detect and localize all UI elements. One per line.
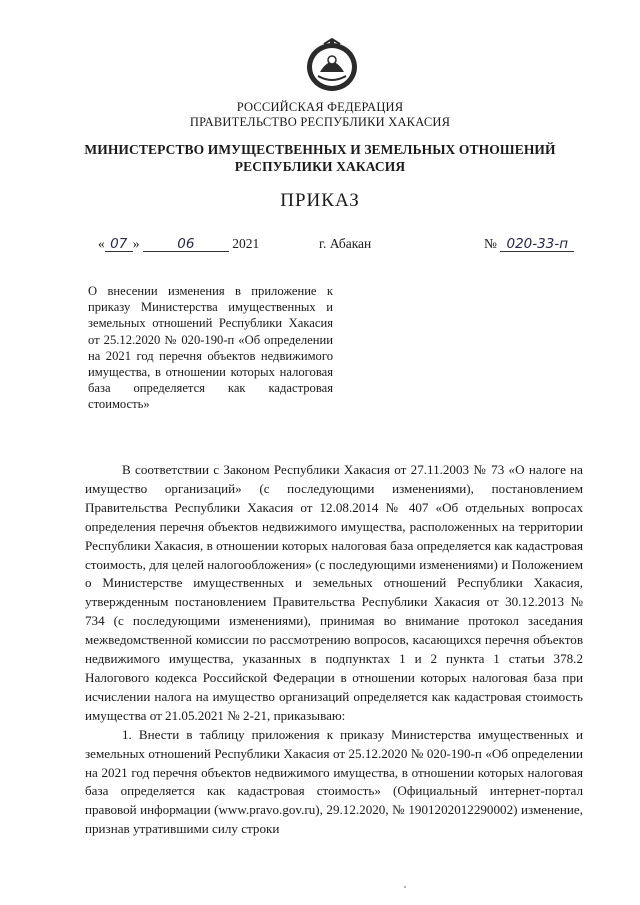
government-name: ПРАВИТЕЛЬСТВО РЕСПУБЛИКИ ХАКАСИЯ: [189, 115, 451, 129]
date-day: 07: [105, 237, 133, 252]
order-city: г. Абакан: [319, 236, 372, 251]
date-quote-open: «: [98, 236, 105, 251]
number-value: 020-33-п: [500, 237, 574, 252]
date-quote-close: »: [132, 236, 140, 251]
ministry-name-line2: РЕСПУБЛИКИ ХАКАСИЯ: [234, 159, 406, 174]
date-year: 2021: [232, 236, 260, 251]
number-sign: №: [484, 236, 497, 251]
coat-of-arms-icon: [304, 38, 360, 94]
page-speck: [404, 886, 406, 888]
order-body: [85, 461, 583, 839]
ministry-name-line1: МИНИСТЕРСТВО ИМУЩЕСТВЕННЫХ И ЗЕМЕЛЬНЫХ ОТНОШЕНИЙ: [84, 142, 556, 157]
order-subject: О внесении изменения в приложение к приказу Министерства имущественных и земельных отношений Республики Хакасия от 25.12.2020 № 020-190-п «Об определении на 2021 год перечня объектов недвижимого имущества, в отношении которых налоговая база определяется как кадастровая стоимость»: [88, 284, 333, 412]
order-date: [98, 236, 259, 252]
country-name: РОССИЙСКАЯ ФЕДЕРАЦИЯ: [236, 100, 404, 114]
date-month: 06: [143, 237, 229, 252]
order-number: [484, 236, 574, 252]
document-type-title: ПРИКАЗ: [280, 190, 360, 211]
body-paragraph-preamble: В соответствии с Законом Республики Хакасия от 27.11.2003 № 73 «О налоге на имущество организаций» (с последующими изменениями), постановлением Правительства Республики Хакасия от 12.08.2014 № 407 «Об отдельных вопросах определения перечня объектов недвижимого имущества, расположенных на территории Республики Хакасия, в отношении которых налоговая база определяется как кадастровая стоимость, для целей налогообложения» (с последующими изменениями) и Положением о Министерстве имущественных и земельных отношений Республики Хакасия, утвержденным постановлением Правительства Республики Хакасия от 30.12.2013 № 734 (с последующими изменениями), принимая во внимание протокол заседания межведомственной комиссии по рассмотрению вопросов, касающихся перечня объектов недвижимого имущества, указанных в подпунктах 1 и 2 пункта 1 статьи 378.2 Налогового кодекса Российской Федерации в отношении которых налоговая база при исчислении налога на имущество организаций определяется как кадастровая стоимость имущества от 21.05.2021 № 2-21, приказываю:: [85, 462, 583, 723]
body-paragraph-item-1: 1. Внести в таблицу приложения к приказу Министерства имущественных и земельных отношений Республики Хакасия от 25.12.2020 № 020-190-п «Об определении на 2021 год перечня объектов недвижимого имущества, в отношении которых налоговая база определяется как кадастровая стоимость» (Официальный интернет-портал правовой информации (www.pravo.gov.ru), 29.12.2020, № 1901202012290002) изменение, признав утратившими силу строки: [85, 726, 583, 837]
